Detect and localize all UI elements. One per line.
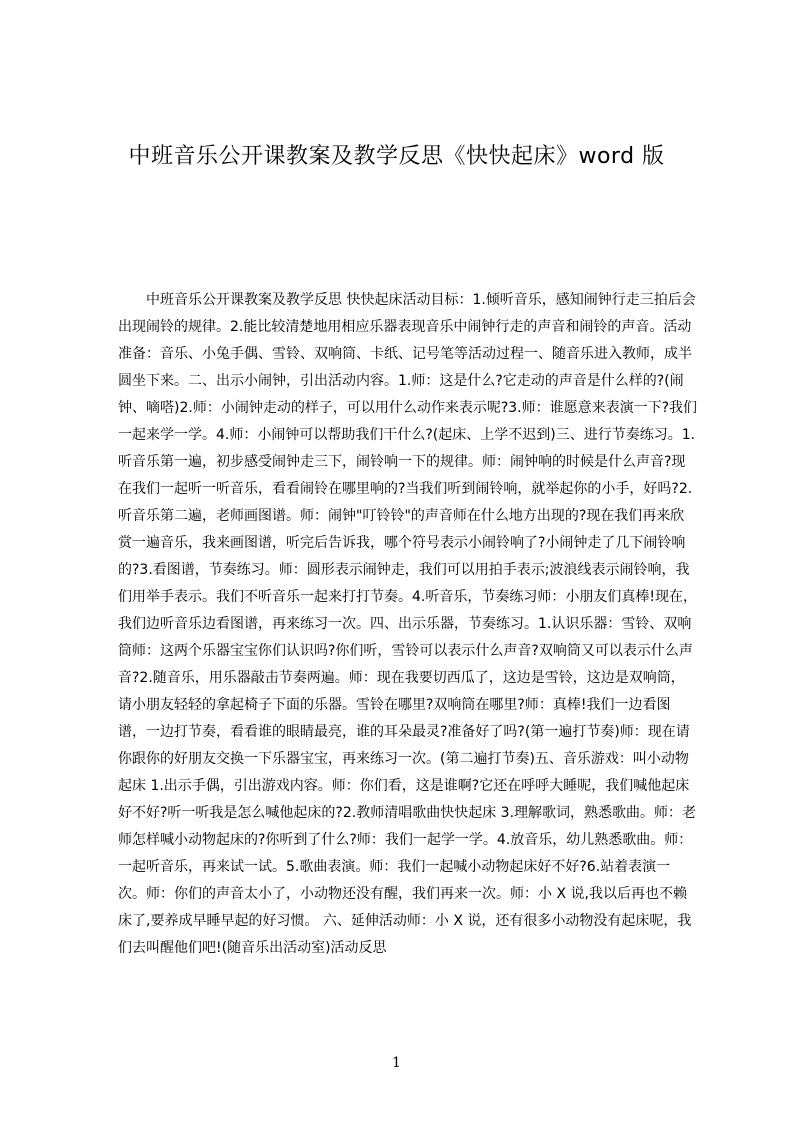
document-title: 中班音乐公开课教案及教学反思《快快起床》word 版 bbox=[128, 144, 665, 169]
page-number: 1 bbox=[392, 1055, 401, 1071]
body-paragraph: 中班音乐公开课教案及教学反思 快快起床活动目标：1.倾听音乐，感知闹钟行走三拍后会出现闹铃的规律。2.能比较清楚地用相应乐器表现音乐中闹钟行走的声音和闹铃的声音。活动准备：音乐、小兔手偶、雪铃、双响筒、卡纸、记号笔等活动过程一、随音乐进入教师，成半圆坐下来。二、出示小闹钟，引出活动内容。1.师：这是什么?它走动的声音是什么样的?(闹钟、嘀嗒)2.师：小闹钟走动的样子，可以用什么动作来表示呢?3.师：谁愿意来表演一下?我们一起来学一学。4.师：小闹钟可以帮助我们干什么?(起床、上学不迟到)三、进行节奏练习。1.听音乐第一遍，初步感受闹钟走三下，闹铃响一下的规律。师：闹钟响的时候是什么声音?现在我们一起听一听音乐，看看闹铃在哪里响的?当我们听到闹铃响，就举起你的小手，好吗?2.听音乐第二遍，老师画图谱。师：闹钟"叮铃铃"的声音师在什么地方出现的?现在我们再来欣赏一遍音乐，我来画图谱，听完后告诉我，哪个符号表示小闹铃响了?小闹钟走了几下闹铃响的?3.看图谱，节奏练习。师：圆形表示闹钟走，我们可以用拍手表示;波浪线表示闹铃响，我们用举手表示。我们不听音乐一起来打打节奏。4.听音乐，节奏练习师：小朋友们真棒!现在，我们边听音乐边看图谱，再来练习一次。四、出示乐器，节奏练习。1.认识乐器：雪铃、双响筒师：这两个乐器宝宝你们认识吗?你们听，雪铃可以表示什么声音?双响筒又可以表示什么声音?2.随音乐，用乐器敲击节奏两遍。师：现在我要切西瓜了，这边是雪铃，这边是双响筒，请小朋友轻轻的拿起椅子下面的乐器。雪铃在哪里?双响筒在哪里?师：真棒!我们一边看图谱，一边打节奏，看看谁的眼睛最亮，谁的耳朵最灵?准备好了吗?(第一遍打节奏)师：现在请你跟你的好朋友交换一下乐器宝宝，再来练习一次。(第二遍打节奏)五、音乐游戏：叫小动物起床 1.出示手偶，引出游戏内容。师：你们看，这是谁啊?它还在呼呼大睡呢，我们喊他起床好不好?听一听我是怎么喊他起床的?2.教师清唱歌曲快快起床 3.理解歌词，熟悉歌曲。师：老师怎样喊小动物起床的?你听到了什么?师：我们一起学一学。4.放音乐，幼儿熟悉歌曲。师：一起听音乐，再来试一试。5.歌曲表演。师：我们一起喊小动物起床好不好?6.站着表演一次。师：你们的声音太小了，小动物还没有醒，我们再来一次。师：小 X 说,我以后再也不赖床了,要养成早睡早起的好习惯。 六、延伸活动师：小 X 说，还有很多小动物没有起床呢，我们去叫醒他们吧!(随音乐出活动室)活动反思 bbox=[118, 292, 698, 956]
